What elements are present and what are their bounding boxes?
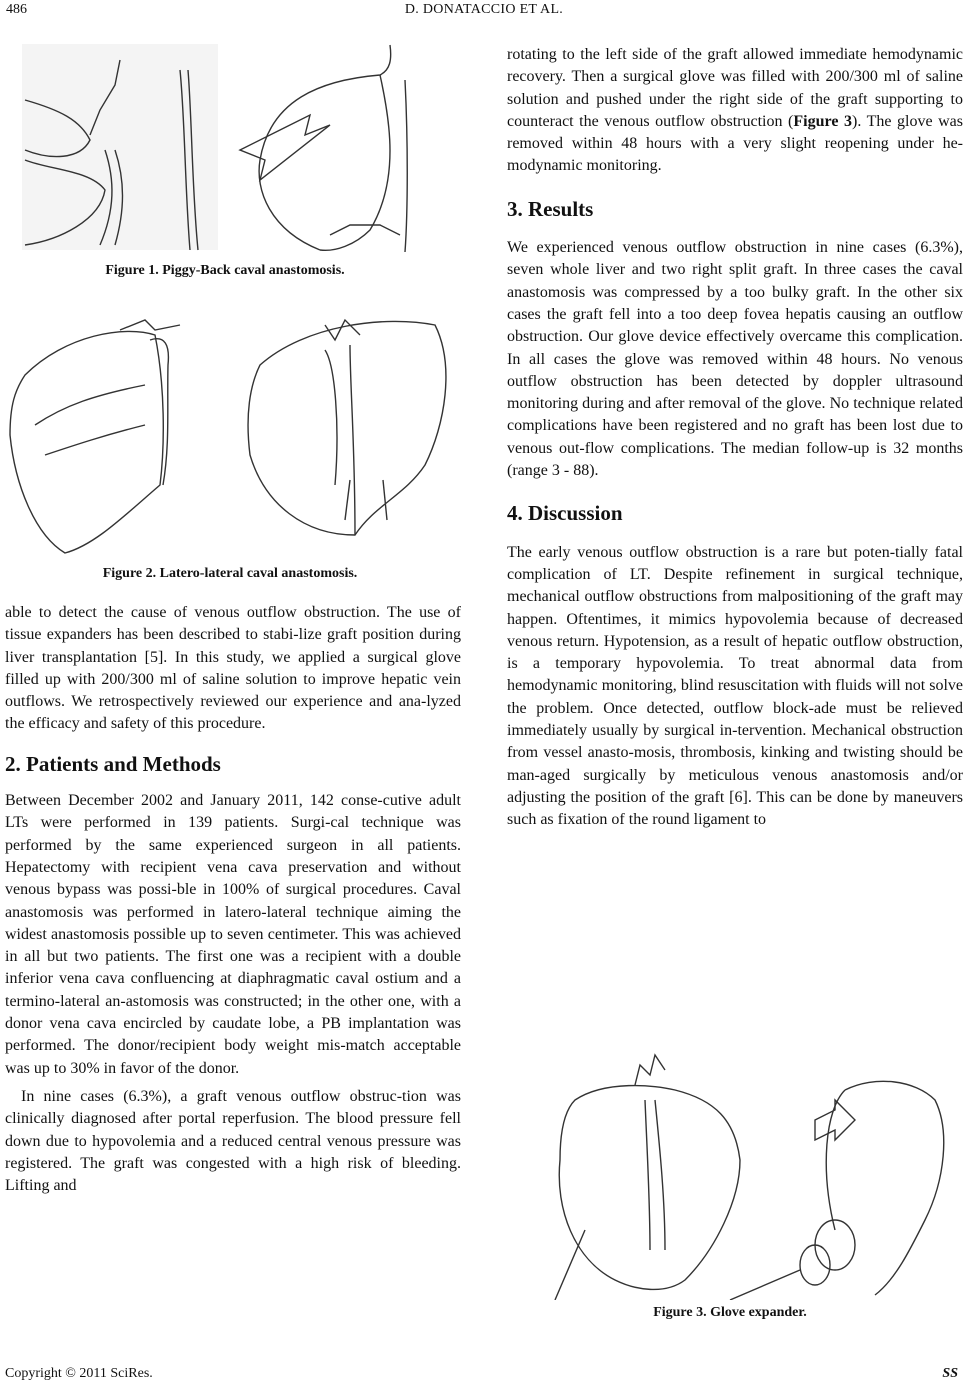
figure-1-illustration [20,40,410,255]
figure-1-caption: Figure 1. Piggy-Back caval anastomosis. [105,263,345,278]
section-4-heading: 4. Discussion [507,501,623,526]
right-column [507,44,963,832]
journal-abbreviation: SS [942,1366,958,1381]
section-3-paragraph-1: We experienced venous outflow obstruction in nine cases (6.3%), seven whole liver and two right split graft. In three cases the caval anastomosis was compressed by a too bulky graft. In the other six cases the graft fell into a too deep fovea hepatis causing an outflow obstruction. Our glove device effectively overcame this complication. In all cases the glove was removed within 48 hours. No venous outflow obstruction has been detected by doppler ultrasound monitoring during and after removal of the glove. No technique related complications have been registered and no graft has been lost due to venous out-flow complications. The median follow-up is 32 months (range 3 - 88). [507,239,963,480]
continued-paragraph [507,44,963,178]
page-number: 486 [6,2,27,17]
section-2-paragraph-1: Between December 2002 and January 2011, 142 conse-cutive adult LTs were performed in 139 patients. Surgi-cal technique was performed by the same experienced surgeon in all patients. Hepatectomy with recipient vena cava preservation and without venous bypass was possi-ble in 100% of surgical procedures. Caval anastomosis was performed in latero-lateral technique aiming the widest anastomosis possible up to seven centimeter. This was achieved in all but two patients. The first one was a recipient with a double inferior vena cava confluencing at diaphragmatic caval ostium and a termino-lateral an-astomosis was constructed; in the other one, with a donor vena cava encircled by caudate lobe, a PB implantation was performed. The donor/recipient body weight mis-match acceptable was up to 30% in favor of the donor. [5,792,461,1077]
figure-3-illustration [515,1050,955,1300]
continued-text-a: rotating to the left side of the graft allowed immediate hemodynamic recovery. Then a surgical glove was filled with 200/300 ml of saline solution and pushed under the right side of the graft supporting to counteract the venous outflow obstruction ( [507,46,963,130]
section-2-paragraph-2: In nine cases (6.3%), a graft venous outflow obstruc-tion was clinically diagnosed after portal reperfusion. The blood pressure fell down due to hypovolemia and a reduced central venous pressure was registered. The graft was congested with a high risk of bleeding. Lifting and [5,1087,461,1195]
continued-text-b: ). The glove was removed within 48 hours with a very slight reopening under he-modynamic monitoring. [507,112,964,175]
intro-paragraph: able to detect the cause of venous outflow obstruction. The use of tissue expanders has been described to stabi-lize graft position during liver transplantation [5]. In this study, we applied a surgical glove filled up with 200/300 ml of saline solution to improve hepatic vein outflows. We retrospectively reviewed our experience and ana-lyzed the efficacy and safety of this procedure. [5,604,461,733]
left-column [5,602,461,1197]
section-2-heading: 2. Patients and Methods [5,751,221,776]
figure-3-reference[interactable]: Figure 3 [793,112,852,130]
section-3-heading: 3. Results [507,196,594,221]
running-head: D. DONATACCIO ET AL. [404,2,564,17]
copyright-footer: Copyright © 2011 SciRes. [5,1366,153,1381]
figure-2-caption: Figure 2. Latero-lateral caval anastomosis. [102,566,358,581]
section-4-paragraph-1: The early venous outflow obstruction is a rare but poten-tially fatal complication of LT. Despite refinement in surgical technique, mechanical outflow obstructions from malpositioning of the graft may happen. Oftentimes, it mimics hypovolemia because of decreased venous return. Hypotension, as a result of hepatic outflow obstruction, is a temporary hypovolemia. To treat abnormal data from hemodynamic monitoring, blind resuscitation with fluids will not solve the problem. Once detected, outflow block-ade must be relieved immediately usually by surgical in-tervention. Mechanical obstruction from vessel anasto-mosis, thrombosis, kinking and twisting should be man-aged surgically by meticulous venous anastomosis and/or adjusting the position of the graft [6]. This can be done by maneuvers such as fixation of the round ligament to [507,543,963,829]
figure-3-caption: Figure 3. Glove expander. [653,1305,807,1320]
figure-2-illustration [5,305,460,555]
